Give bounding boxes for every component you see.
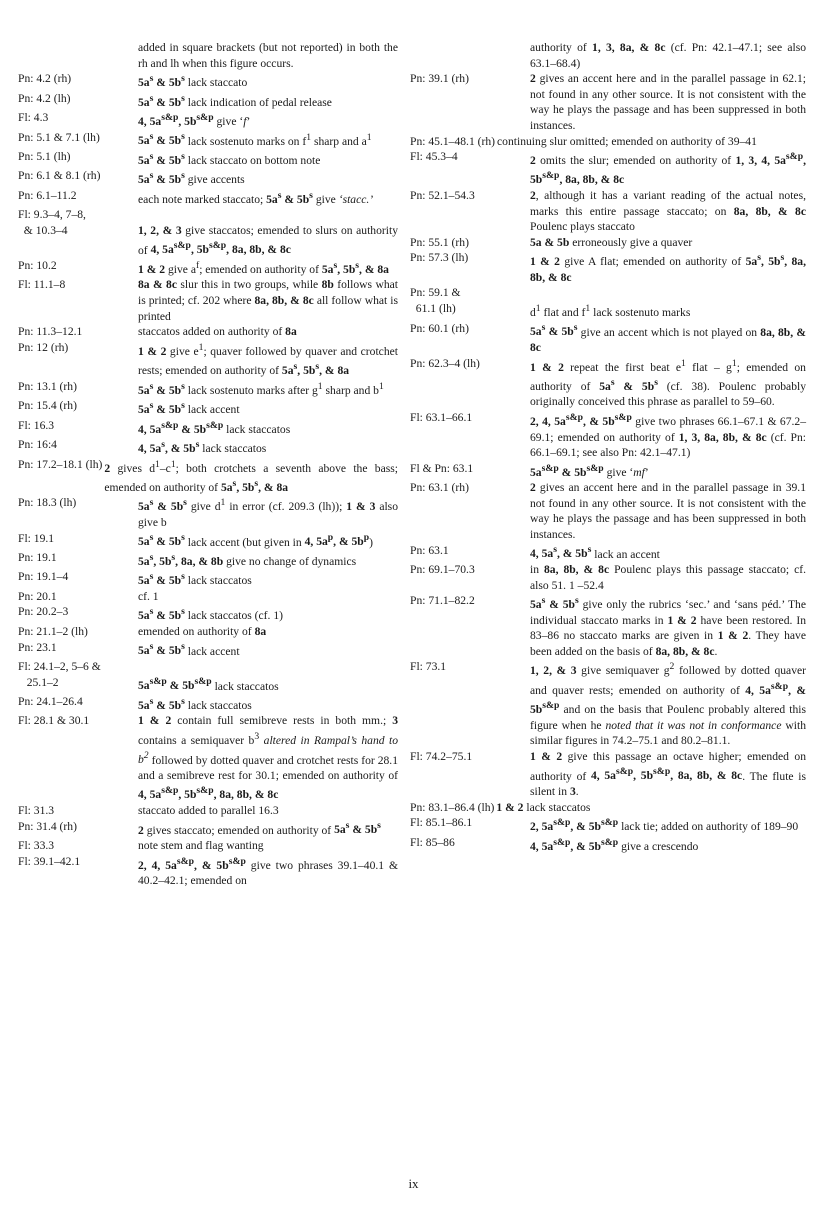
entry-reference: Pn: 60.1 (rh): [410, 321, 469, 335]
apparatus-entry: [18, 803, 398, 819]
entry-reference: Pn: 20.1: [18, 589, 57, 603]
apparatus-entry: [410, 480, 806, 542]
entry-comment: $5a^s$, $5b^s$, 8a, & 8b give no change of dynamics: [138, 551, 357, 568]
entry-comment: 1 & 2 give this passage an octave higher; emended on authority of 4, $5a^{s\&p}$, $5b^{s\&p}$, 8a, 8b, & 8c. The flute is silent in 3.: [530, 749, 807, 799]
apparatus-entry: [410, 149, 806, 188]
apparatus-entry: [18, 640, 398, 659]
apparatus-entry: [410, 134, 806, 150]
apparatus-entry: [410, 562, 806, 593]
entry-reference: Pn: 13.1 (rh): [18, 379, 77, 393]
entry-reference: Pn: 57.3 (lh): [410, 251, 469, 265]
entry-comment: $5a^s$ & $5b^s$ lack sostenuto marks on $f^1$ sharp and $a^1$: [138, 131, 372, 148]
entry-list: [18, 71, 398, 889]
apparatus-entry: [18, 854, 398, 889]
apparatus-entry: [18, 207, 398, 258]
entry-reference: Pn: 83.1–86.4 (lh): [410, 800, 495, 814]
apparatus-entry: [410, 543, 806, 562]
entry-comment: 4, $5a^{s\&p}$, $5b^{s\&p}$ give ‘f’: [138, 112, 251, 128]
entry-comment: $5a^s$ & $5b^s$ lack sostenuto marks after $g^1$ sharp and $b^1$: [138, 380, 384, 397]
apparatus-entry: [18, 324, 398, 340]
right-column: [410, 40, 806, 854]
entry-comment: 2 omits the slur; emended on authority of 1, 3, 4, $5a^{s\&p}$, $5b^{s\&p}$, 8a, 8b, & 8c: [530, 151, 807, 187]
entry-comment: 1 & 2 repeat the first beat $e^1$ flat – $g^1$; emended on authority of $5a^s$ & $5b^s$ (cf. 38). Poulenc probably originally conceived this phrase as parallel to 59–60.: [530, 357, 807, 409]
page-number: ix: [408, 1176, 419, 1191]
apparatus-entry: [18, 110, 398, 129]
entry-reference: Pn: 59.1 & 61.1 (lh): [410, 286, 461, 316]
entry-reference: Fl: 19.1: [18, 531, 55, 545]
entry-reference: Pn: 10.2: [18, 259, 57, 272]
entry-comment: 2, although it has a variant reading of the actual notes, marks this entire passage staccato; on 8a, 8b, & 8c Poulenc plays staccato: [530, 189, 806, 234]
entry-reference: Fl: 33.3: [18, 839, 55, 853]
entry-reference: Pn: 69.1–70.3: [410, 563, 475, 576]
apparatus-entry: [18, 495, 398, 530]
apparatus-entry: [18, 168, 398, 187]
entry-reference: Pn: 17.2–18.1 (lh): [18, 457, 103, 471]
entry-comment: continuing slur omitted; emended on authority of 39–41: [497, 134, 757, 148]
apparatus-entry: [18, 838, 398, 854]
entry-reference: Pn: 52.1–54.3: [410, 189, 475, 203]
entry-comment: $5a^s$ & $5b^s$ give accents: [138, 170, 245, 187]
entry-reference: Pn: 18.3 (lh): [18, 496, 77, 510]
apparatus-entry: [18, 71, 398, 90]
entry-comment: 1 & 2 lack staccatos: [496, 800, 591, 814]
entry-comment: $5a^s$ & $5b^s$ lack accent: [138, 400, 240, 417]
entry-comment: $d^1$ flat and $f^1$ lack sostenuto marks: [530, 303, 691, 319]
apparatus-entry: [410, 461, 806, 480]
entry-reference: Pn: 39.1 (rh): [410, 72, 469, 86]
entry-reference: Fl: 16.3: [18, 418, 55, 432]
entry-reference: Pn: 4.2 (rh): [18, 72, 72, 86]
apparatus-entry: [410, 71, 806, 133]
apparatus-entry: [410, 749, 806, 800]
continuation-text: added in square brackets (but not reported) in both the rh and lh when this figure occurs.: [138, 41, 398, 70]
entry-reference: Fl: 63.1–66.1: [410, 411, 473, 425]
entry-comment: 4, $5a^{s\&p}$ & $5b^{s\&p}$ lack staccatos: [138, 419, 291, 436]
entry-comment: $5a^s$ & $5b^s$ lack staccato on bottom note: [138, 151, 321, 167]
entry-comment: 4, $5a^s$, & $5b^s$ lack staccatos: [138, 439, 267, 455]
entry-comment: each note marked staccato; $5a^s$ & $5b^s$ give ‘stacc.’: [138, 189, 374, 206]
entry-comment: 2 gives staccato; emended on authority of $5a^s$ & $5b^s$: [138, 820, 381, 837]
apparatus-entry: [410, 285, 806, 320]
entry-reference: Pn: 5.1 (lh): [18, 150, 71, 163]
entry-reference: Pn: 6.1–11.2: [18, 188, 77, 202]
apparatus-entry: [18, 713, 398, 803]
entry-comment: $5a^s$ & $5b^s$ lack staccatos (cf. 1): [138, 606, 284, 623]
apparatus-entry: [18, 437, 398, 456]
entry-comment: staccato added to parallel 16.3: [138, 804, 279, 817]
apparatus-entry: [18, 379, 398, 398]
entry-reference: Pn: 55.1 (rh): [410, 235, 469, 249]
entry-comment: 2 gives an accent here and in the parallel passage in 62.1; not found in any other source. It is not consistent with the way he plays the passage and has been suppressed in both instances.: [530, 72, 806, 132]
entry-reference: Pn: 21.1–2 (lh): [18, 624, 88, 638]
entry-comment: 1 & 2 give $a^f$; emended on authority of $5a^s$, $5b^s$, & 8a: [138, 260, 389, 276]
apparatus-entry: [18, 624, 398, 640]
entry-reference: Pn: 63.1: [410, 543, 449, 557]
entry-reference: Pn: 23.1: [18, 640, 57, 654]
apparatus-entry: [18, 550, 398, 569]
entry-reference: Pn: 20.2–3: [18, 605, 69, 619]
entry-reference: Pn: 15.4 (rh): [18, 399, 77, 413]
entry-reference: Pn: 19.1–4: [18, 570, 69, 584]
apparatus-entry: [18, 130, 398, 149]
entry-reference: Pn: 5.1 & 7.1 (lh): [18, 130, 100, 144]
entry-comment: $5a^s$ & $5b^s$ lack staccatos: [138, 696, 252, 712]
apparatus-entry: [18, 188, 398, 207]
entry-comment: 1, 2, & 3 give semiquaver $g^2$ followed by dotted quaver and quaver rests; emended on authority of 4, $5a^{s\&p}$, & $5b^{s\&p}$ and on the basis that Poulenc probably altered this figure when he noted that it was not in conformance with similar figures in 74.2–75.1 and 80.2–81.1.: [530, 661, 806, 748]
apparatus-entry: [18, 277, 398, 324]
entry-comment: in 8a, 8b, & 8c Poulenc plays this passage staccato; cf. also 51. 1 –52.4: [530, 563, 806, 592]
entry-reference: Fl: 85–86: [410, 835, 455, 849]
entry-comment: $5a^s$ & $5b^s$ lack staccato: [138, 73, 248, 90]
entry-reference: Pn: 31.4 (rh): [18, 819, 77, 833]
entry-comment: 2 gives $d^1-c^1$; both crotchets a seventh above the bass; emended on authority of $5a^s$, $5b^s$, & 8a: [104, 458, 398, 494]
entry-comment: $5a^s$ & $5b^s$ lack staccatos: [138, 571, 252, 588]
apparatus-entry: [18, 340, 398, 379]
entry-comment: $5a^{s\&p}$ & $5b^{s\&p}$ lack staccatos: [138, 676, 279, 693]
entry-comment: 2, 4, $5a^{s\&p}$, & $5b^{s\&p}$ give two phrases 66.1–67.1 & 67.2–69.1; emended on authority of 1, 3, 8a, 8b, & 8c (cf. Pn: 66.1–69.1; see also Pn: 42.1–47.1): [530, 412, 806, 460]
apparatus-entry: [410, 235, 806, 251]
entry-comment: $5a^s$ & $5b^s$ give $d^1$ in error (cf. 209.3 (lh)); 1 & 3 also give b: [138, 497, 398, 529]
apparatus-entry: [18, 694, 398, 713]
entry-comment: 2, $5a^{s\&p}$, & $5b^{s\&p}$ lack tie; added on authority of 189–90: [530, 817, 799, 834]
entry-reference: Pn: 71.1–82.2: [410, 594, 475, 608]
entry-reference: Pn: 6.1 & 8.1 (rh): [18, 169, 101, 183]
entry-comment: 2 gives an accent here and in the parallel passage in 39.1 not found in any other source. It is not consistent with the way he plays the passage and has been suppressed in both instances.: [530, 481, 806, 541]
apparatus-entry: [18, 819, 398, 838]
entry-comment: 5a & 5b erroneously give a quaver: [530, 235, 693, 249]
entry-reference: Fl: 11.1–8: [18, 278, 66, 292]
continuation-text: authority of 1, 3, 8a, & 8c (cf. Pn: 42.1–47.1; see also 63.1–68.4): [530, 41, 807, 70]
entry-reference: Pn: 19.1: [18, 550, 57, 564]
apparatus-entry: [18, 398, 398, 417]
entry-reference: Fl: 39.1–42.1: [18, 854, 81, 868]
entry-reference: Pn: 11.3–12.1: [18, 325, 83, 339]
entry-comment: 4, $5a^s$, & $5b^s$ lack an accent: [530, 544, 660, 561]
entry-reference: Fl: 4.3: [18, 111, 49, 125]
apparatus-entry: [18, 418, 398, 437]
entry-reference: Pn: 4.2 (lh): [18, 91, 71, 105]
entry-comment: $5a^s$ & $5b^s$ give an accent which is not played on 8a, 8b, & 8c: [530, 322, 807, 354]
entry-reference: Fl: 28.1 & 30.1: [18, 714, 90, 728]
entry-list: [410, 71, 806, 854]
apparatus-entry: [410, 593, 806, 659]
entry-reference: Fl: 45.3–4: [410, 150, 458, 164]
entry-reference: Fl & Pn: 63.1: [410, 461, 474, 475]
apparatus-entry: [18, 589, 398, 605]
entry-comment: $5a^s$ & $5b^s$ lack accent: [138, 641, 240, 658]
apparatus-entry: [18, 531, 398, 550]
entry-comment: 1 & 2 give A flat; emended on authority of $5a^s$, $5b^s$, 8a, 8b, & 8c: [530, 252, 806, 284]
entry-comment: cf. 1: [138, 589, 159, 603]
entry-comment: note stem and flag wanting: [138, 839, 264, 853]
entry-reference: Pn: 24.1–26.4: [18, 695, 83, 708]
apparatus-entry: [18, 149, 398, 168]
apparatus-entry: [18, 91, 398, 110]
entry-comment: emended on authority of 8a: [138, 624, 267, 638]
entry-reference: Pn: 63.1 (rh): [410, 481, 469, 495]
apparatus-entry: [410, 659, 806, 749]
entry-comment: 1 & 2 give $e^1$; quaver followed by quaver and crotchet rests; emended on authority of $5a^s$, $5b^s$, & 8a: [138, 341, 398, 378]
left-column: [18, 40, 398, 889]
apparatus-entry: [410, 356, 806, 411]
apparatus-entry: [18, 569, 398, 588]
entry-comment: $5a^s$ & $5b^s$ give only the rubrics ‘sec.’ and ‘sans péd.’ The individual staccato marks in 1 & 2 have been restored. In 83–86 no staccato marks are given in 1 & 2. They have been added on the basis of 8a, 8b, & 8c.: [530, 595, 806, 658]
entry-comment: 1, 2, & 3 give staccatos; emended to slurs on authority of 4, $5a^{s\&p}$, $5b^{s\&p}$, 8a, 8b, & 8c: [138, 223, 398, 257]
entry-comment: 4, $5a^{s\&p}$, & $5b^{s\&p}$ give a crescendo: [530, 836, 699, 853]
entry-reference: Fl: 74.2–75.1: [410, 749, 473, 763]
apparatus-entry: [410, 250, 806, 285]
apparatus-entry: [18, 258, 398, 277]
apparatus-entry: [410, 815, 806, 834]
apparatus-entry: [410, 835, 806, 854]
entry-reference: Pn: 12 (rh): [18, 340, 69, 354]
apparatus-entry: [18, 659, 398, 694]
entry-reference: Fl: 24.1–2, 5–6 & 25.1–2: [18, 659, 101, 689]
apparatus-entry: [410, 321, 806, 356]
entry-reference: Fl: 85.1–86.1: [410, 816, 473, 830]
entry-comment: staccatos added on authority of 8a: [138, 325, 297, 339]
apparatus-entry: [410, 410, 806, 461]
apparatus-entry: [18, 604, 398, 623]
apparatus-entry: [410, 800, 806, 816]
entry-reference: Fl: 73.1: [410, 660, 447, 674]
apparatus-entry: [410, 188, 806, 235]
entry-comment: 2, 4, $5a^{s\&p}$, & $5b^{s\&p}$ give two phrases 39.1–40.1 & 40.2–42.1; emended on: [138, 855, 399, 888]
entry-reference: Pn: 62.3–4 (lh): [410, 356, 480, 370]
apparatus-entry: [18, 457, 398, 496]
entry-comment: 1 & 2 contain full semibreve rests in both mm.; 3 contains a semiquaver $b^3$ altered in Rampal’s hand to $b^2$ followed by dotted quaver and crotchet rests for 28.1 and a semibreve rest for 30.1; emended on authority of 4, $5a^{s\&p}$, $5b^{s\&p}$, 8a, 8b, & 8c: [138, 714, 398, 802]
entry-comment: $5a^{s\&p}$ & $5b^{s\&p}$ give ‘mf’: [530, 462, 649, 479]
entry-comment: 8a & 8c slur this in two groups, while 8b follows what is printed; cf. 202 where 8a, 8b, & 8c all follow what is printed: [138, 278, 399, 323]
entry-comment: $5a^s$ & $5b^s$ lack accent (but given in 4, $5a^p$, & $5b^p$): [138, 532, 374, 549]
entry-comment: $5a^s$ & $5b^s$ lack indication of pedal release: [138, 92, 332, 109]
entry-reference: Pn: 16:4: [18, 438, 57, 452]
entry-reference: Fl: 31.3: [18, 804, 55, 817]
entry-reference: Pn: 45.1–48.1 (rh): [410, 134, 496, 148]
entry-reference: Fl: 9.3–4, 7–8, & 10.3–4: [18, 208, 86, 237]
